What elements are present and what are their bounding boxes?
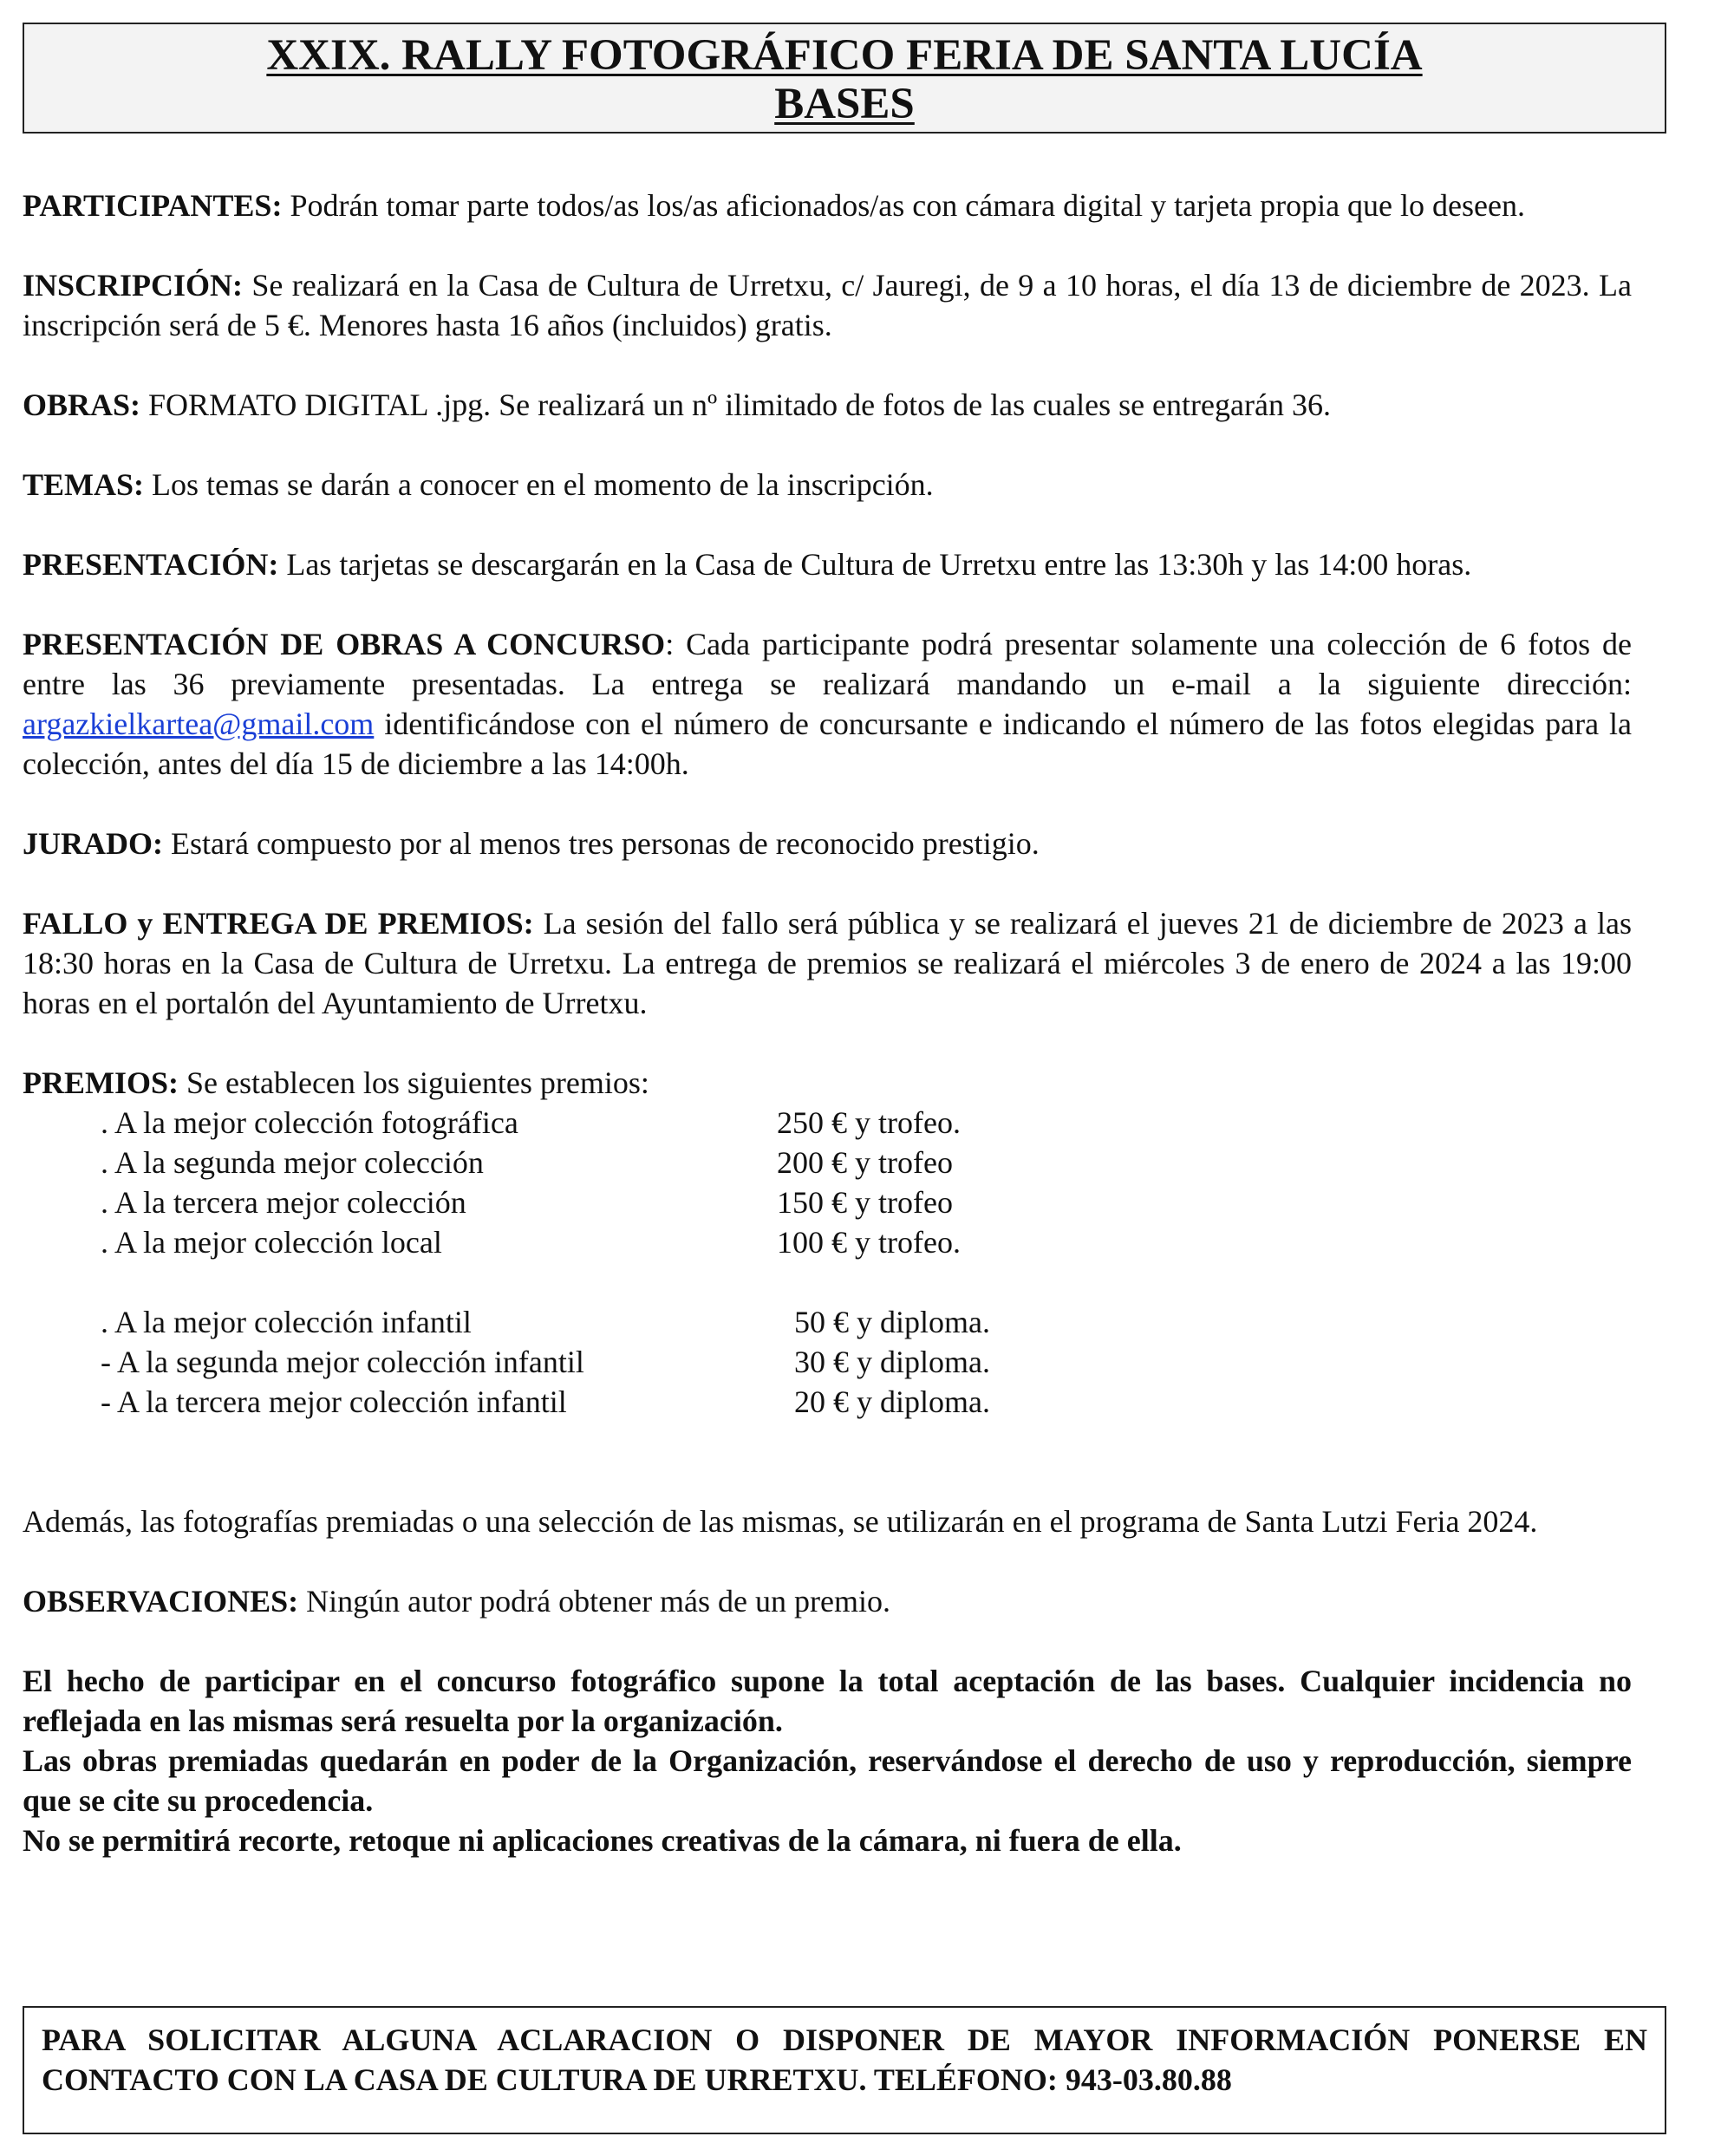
section-text: Podrán tomar parte todos/as los/as aficionados/as con cámara digital y tarjeta propia que lo deseen.: [282, 188, 1525, 223]
section-text: Las tarjetas se descargarán en la Casa de Cultura de Urretxu entre las 13:30h y las 14:00 horas.: [278, 547, 1472, 582]
section-label: PRESENTACIÓN DE OBRAS A CONCURSO: [23, 627, 666, 661]
section-observaciones: [23, 1581, 1632, 1621]
spacer: [23, 1462, 1632, 1501]
section-fallo: [23, 903, 1632, 1023]
section-text: FORMATO DIGITAL .jpg. Se realizará un nº ilimitado de fotos de las cuales se entregarán 36.: [140, 388, 1331, 422]
document-page: [23, 23, 1666, 1860]
section-ademas: Además, las fotografías premiadas o una selección de las mismas, se utilizarán en el programa de Santa Lutzi Feria 2024.: [23, 1504, 1538, 1539]
section-obras: [23, 385, 1632, 425]
prize-row: [23, 1302, 1632, 1342]
prize-row: [23, 1222, 1632, 1262]
prize-name: - A la tercera mejor colección infantil: [101, 1384, 567, 1419]
section-inscripcion: [23, 265, 1632, 345]
section-label: FALLO y ENTREGA DE PREMIOS:: [23, 906, 534, 941]
prize-name: - A la segunda mejor colección infantil: [101, 1345, 584, 1379]
section-label: TEMAS:: [23, 467, 145, 502]
prize-name: . A la tercera mejor colección: [101, 1185, 466, 1220]
prize-row: [23, 1103, 1632, 1143]
section-text: Estará compuesto por al menos tres personas de reconocido prestigio.: [162, 826, 1040, 861]
prize-row: [23, 1382, 1632, 1422]
section-text: Se realizará en la Casa de Cultura de Urretxu, c/ Jauregi, de 9 a 10 horas, el día 13 de diciembre de 2023. La inscripción será de 5 €. Menores hasta 16 años (incluidos) gratis.: [23, 268, 1632, 342]
section-label: PREMIOS:: [23, 1065, 179, 1100]
section-text: Ningún autor podrá obtener más de un premio.: [298, 1584, 890, 1619]
document-subtitle: BASES: [774, 80, 915, 128]
prize-row: [23, 1182, 1632, 1222]
prize-amount: 250 € y trofeo.: [777, 1105, 961, 1140]
prize-amount: 150 € y trofeo: [777, 1185, 953, 1220]
final-condition-acceptance: El hecho de participar en el concurso fotográfico supone la total aceptación de las bases. Cualquier incidencia no reflejada en las mismas será resuelta por la organización.: [23, 1664, 1632, 1738]
section-label: INSCRIPCIÓN:: [23, 268, 244, 303]
final-condition-rights: Las obras premiadas quedarán en poder de la Organización, reservándose el derecho de uso y reproducción, siempre que se cite su procedencia.: [23, 1743, 1632, 1818]
section-label: PARTICIPANTES:: [23, 188, 283, 223]
document-title: XXIX. RALLY FOTOGRÁFICO FERIA DE SANTA LUCÍA: [266, 31, 1423, 80]
prize-name: . A la mejor colección local: [101, 1225, 442, 1260]
section-label: PRESENTACIÓN:: [23, 547, 279, 582]
final-conditions: [23, 1661, 1632, 1860]
final-condition-retouch: No se permitirá recorte, retoque ni aplicaciones creativas de la cámara, ni fuera de ella.: [23, 1823, 1182, 1858]
section-concurso: [23, 624, 1632, 784]
section-label: OBRAS:: [23, 388, 141, 422]
section-presentacion: [23, 544, 1632, 584]
section-label: OBSERVACIONES:: [23, 1584, 299, 1619]
prize-list: [23, 1103, 1632, 1422]
section-temas: [23, 465, 1632, 505]
prize-amount: 20 € y diploma.: [794, 1384, 990, 1419]
prize-row: [23, 1342, 1632, 1382]
prize-name: . A la segunda mejor colección: [101, 1145, 484, 1180]
prize-row: [23, 1143, 1632, 1182]
section-participantes: [23, 186, 1632, 225]
prize-name: . A la mejor colección infantil: [101, 1305, 472, 1339]
section-text: identificándose con el número de concursante e indicando el número de las fotos elegidas para la colección, antes del día 15 de diciembre a las 14:00h.: [23, 707, 1632, 781]
prize-amount: 100 € y trofeo.: [777, 1225, 961, 1260]
section-jurado: [23, 824, 1632, 863]
section-label: JURADO:: [23, 826, 163, 861]
contact-text: PARA SOLICITAR ALGUNA ACLARACION O DISPONER DE MAYOR INFORMACIÓN PONERSE EN CONTACTO CON LA CASA DE CULTURA DE URRETXU. TELÉFONO: 943-03.80.88: [42, 2022, 1647, 2097]
prize-amount: 50 € y diploma.: [794, 1305, 990, 1339]
document-body: [23, 186, 1632, 1860]
section-text: La sesión del fallo será pública y se realizará el jueves 21 de diciembre de 2023 a las 18:30 horas en la Casa de Cultura de Urretxu. La entrega de premios se realizará el miércoles 3 de enero de 2024 a las 19:00 horas en el portalón del Ayuntamiento de Urretxu.: [23, 906, 1632, 1020]
section-text: Se establecen los siguientes premios:: [179, 1065, 649, 1100]
prize-name: . A la mejor colección fotográfica: [101, 1105, 518, 1140]
contact-box: [23, 2006, 1666, 2134]
prize-gap: [23, 1262, 1632, 1302]
prize-amount: 30 € y diploma.: [794, 1345, 990, 1379]
section-premios: [23, 1063, 1632, 1103]
title-box: [23, 23, 1666, 134]
email-link[interactable]: argazkielkartea@gmail.com: [23, 707, 375, 741]
section-text: : Cada participante podrá presentar solamente una colección de 6 fotos de entre las 36 previamente presentadas. La entrega se realizará mandando un e-mail a la siguiente dirección:: [23, 627, 1632, 701]
section-text: Los temas se darán a conocer en el momento de la inscripción.: [144, 467, 934, 502]
prize-amount: 200 € y trofeo: [777, 1145, 953, 1180]
